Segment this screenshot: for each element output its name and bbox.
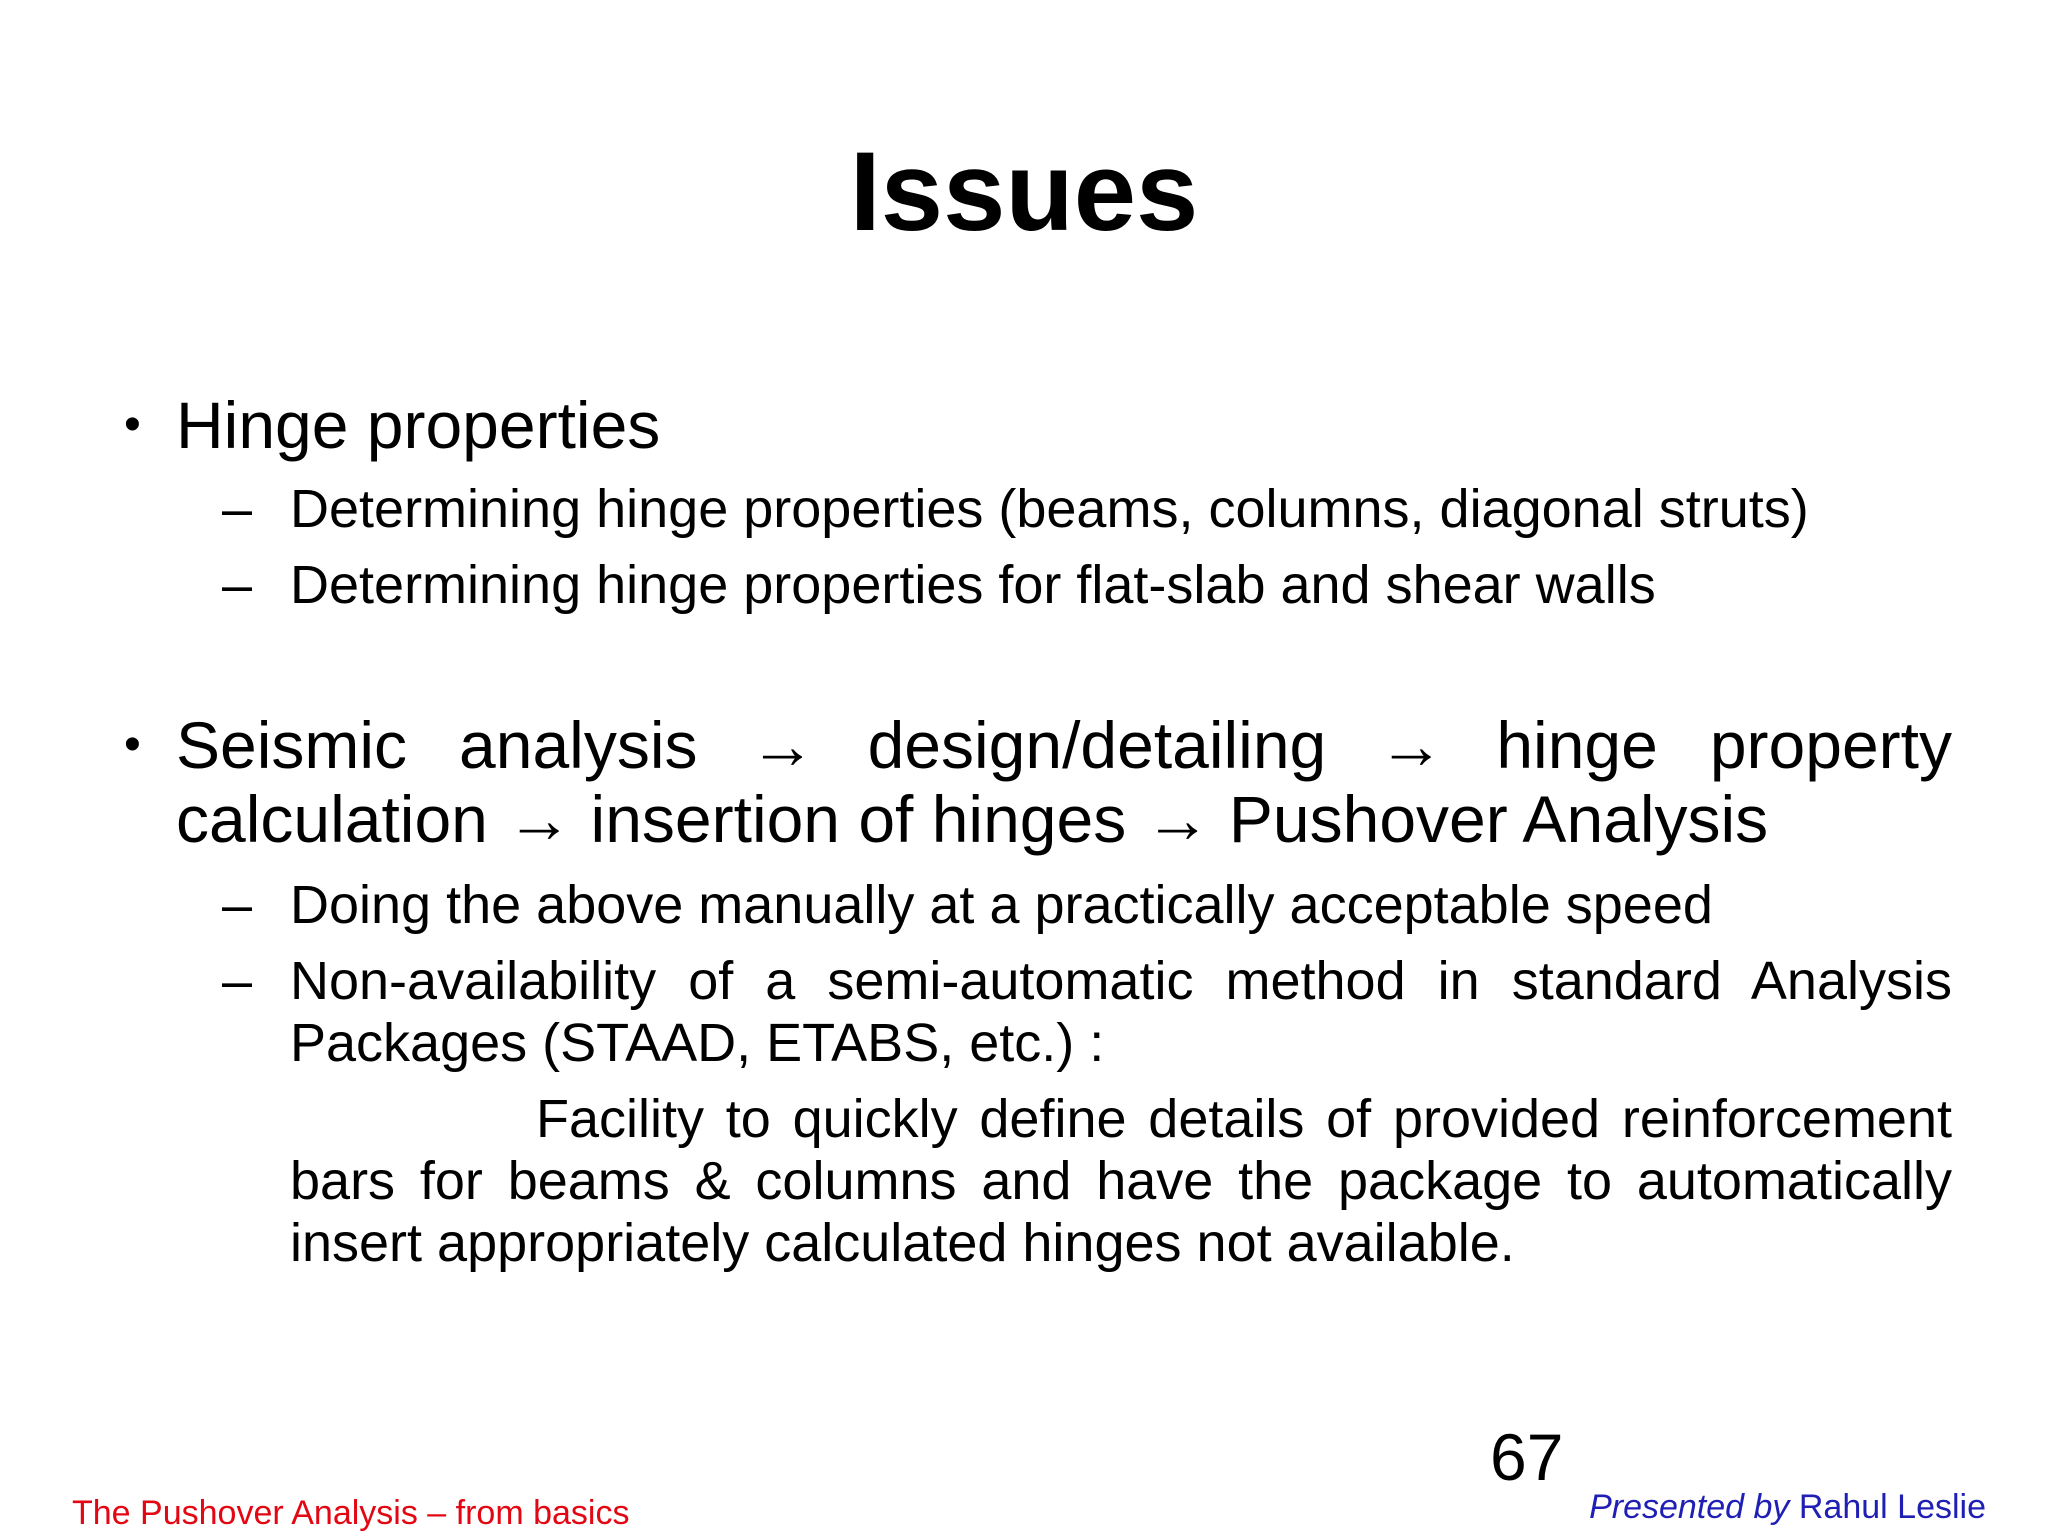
workflow-line-1: [176, 708, 1952, 782]
workflow-step: insertion of hinges: [590, 782, 1127, 856]
presented-by-label: Presented by: [1589, 1488, 1790, 1526]
sub-bullet-text: Doing the above manually at a practically acceptable speed: [290, 875, 1713, 935]
sub-bullet: [222, 554, 1952, 616]
workflow-step: Pushover Analysis: [1228, 782, 1769, 856]
bullet-dot: •: [124, 398, 141, 451]
bullet-text: Hinge properties: [176, 388, 661, 462]
sub-bullet: [222, 874, 1952, 936]
slide-title: Issues: [849, 129, 1199, 254]
workflow-step: hinge property: [1496, 708, 1952, 782]
arrow-right-icon: →: [749, 708, 816, 782]
sub-bullet-text: Determining hinge properties (beams, columns, diagonal struts): [290, 479, 1809, 539]
bullet-dot: •: [124, 718, 141, 771]
arrow-right-icon: →: [1144, 782, 1211, 856]
facility-paragraph: Facility to quickly define details of provided reinforcement bars for beams & columns and have the package to automatically insert appropriately calculated hinges not available.: [290, 1089, 1952, 1273]
arrow-right-icon: →: [506, 782, 573, 856]
arrow-right-icon: →: [1378, 708, 1445, 782]
footer-presenter: [1589, 1488, 1986, 1527]
footer-course-title: The Pushover Analysis – from basics: [72, 1494, 630, 1532]
sub-bullet-text: Determining hinge properties for flat-slab and shear walls: [290, 555, 1656, 615]
page-number: 67: [1490, 1420, 1564, 1494]
workflow-step: calculation: [176, 782, 488, 856]
sub-bullet: [222, 950, 1952, 1074]
sub-bullet-text: Non-availability of a semi-automatic method in standard Analysis Packages (STAAD, ETABS, etc.) :: [290, 951, 1952, 1073]
presenter-name: Rahul Leslie: [1798, 1488, 1986, 1526]
workflow-step: Seismic analysis: [176, 708, 698, 782]
dash: –: [222, 479, 253, 539]
workflow-step: design/detailing: [867, 708, 1327, 782]
workflow-line-2: [176, 782, 1768, 856]
dash: –: [222, 555, 253, 615]
dash: –: [222, 951, 253, 1011]
dash: –: [222, 875, 253, 935]
bullet-workflow: [124, 708, 1952, 856]
bullet-hinge-properties: [124, 388, 1952, 462]
sub-bullet: [222, 478, 1952, 540]
